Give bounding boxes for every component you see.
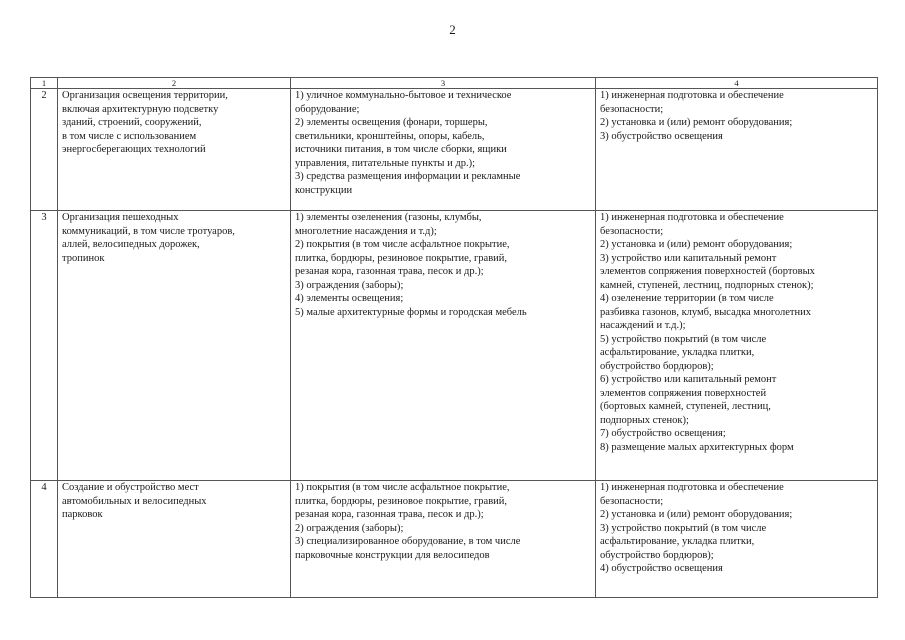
row-number: 2: [31, 89, 58, 211]
row-number: 3: [31, 211, 58, 481]
page-number: 2: [449, 22, 456, 37]
row-elements: 1) уличное коммунально-бытовое и техническое оборудование; 2) элементы освещения (фонари, торшеры, светильники, кронштейны, опоры, кабель, источники питания, в том числе сборки, ящики управления, питательные пункты и др.); 3) средства размещения информации и рекламные конструкции: [291, 89, 596, 211]
row-works: 1) инженерная подготовка и обеспечение безопасности; 2) установка и (или) ремонт оборудования; 3) устройство или капитальный ремонт элементов сопряжения поверхностей (бортовых камней, ступеней, лестниц, подпорных стенок); 4) озеленение территории (в том числе разбивка газонов, клумб, высадка многолетних насаждений и т.д.); 5) устройство покрытий (в том числе асфальтирование, укладка плитки, обустройство бордюров); 6) устройство или капитальный ремонт элементов сопряжения поверхностей (бортовых камней, ступеней, лестниц, подпорных стенок); 7) обустройство освещения; 8) размещение малых архитектурных форм: [596, 211, 878, 481]
column-header-1: 1: [31, 78, 58, 89]
column-header-2: 2: [58, 78, 291, 89]
row-elements: 1) покрытия (в том числе асфальтное покрытие, плитка, бордюры, резиновое покрытие, гравий, резаная кора, газонная трава, песок и др.); 2) ограждения (заборы); 3) специализированное оборудование, в том числе парковочные конструкции для велосипедов: [291, 481, 596, 598]
row-activity-name: Создание и обустройство мест автомобильных и велосипедных парковок: [58, 481, 291, 598]
column-header-4: 4: [596, 78, 878, 89]
row-activity-name: Организация освещения территории, включая архитектурную подсветку зданий, строений, сооружений, в том числе с использованием энергосберегающих технологий: [58, 89, 291, 211]
row-number: 4: [31, 481, 58, 598]
table-row: [31, 89, 878, 211]
row-works: 1) инженерная подготовка и обеспечение безопасности; 2) установка и (или) ремонт оборудования; 3) обустройство освещения: [596, 89, 878, 211]
table-row: [31, 481, 878, 598]
improvement-table: [30, 77, 878, 598]
column-header-3: 3: [291, 78, 596, 89]
row-elements: 1) элементы озеленения (газоны, клумбы, многолетние насаждения и т.д); 2) покрытия (в том числе асфальтное покрытие, плитка, бордюры, резиновое покрытие, гравий, резаная кора, газонная трава, песок и др.); 3) ограждения (заборы); 4) элементы освещения; 5) малые архитектурные формы и городская мебель: [291, 211, 596, 481]
table-row: [31, 211, 878, 481]
row-activity-name: Организация пешеходных коммуникаций, в том числе тротуаров, аллей, велосипедных дорожек, тропинок: [58, 211, 291, 481]
row-works: 1) инженерная подготовка и обеспечение безопасности; 2) установка и (или) ремонт оборудования; 3) устройство покрытий (в том числе асфальтирование, укладка плитки, обустройство бордюров); 4) обустройство освещения: [596, 481, 878, 598]
table-header-row: [31, 78, 878, 89]
